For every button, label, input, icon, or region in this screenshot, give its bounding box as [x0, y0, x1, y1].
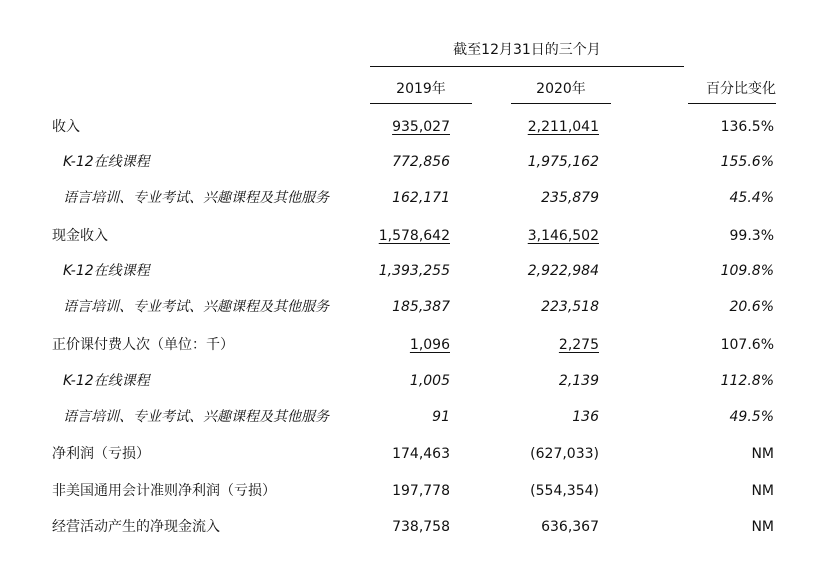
- value-2019-text: 935,027: [392, 119, 450, 135]
- value-2020-text: 3,146,502: [527, 228, 599, 244]
- column-rule-percent-change: [688, 103, 776, 104]
- column-rule-2019: [370, 103, 472, 104]
- value-2020: 2,922,984: [527, 263, 599, 279]
- value-2020: (554,354): [530, 483, 599, 499]
- value-percent-change: 99.3%: [729, 228, 774, 244]
- value-2019: 91: [432, 409, 450, 425]
- column-header-2019: 2019年: [396, 81, 446, 97]
- column-header-2020: 2020年: [536, 81, 586, 97]
- value-percent-change: 45.4%: [729, 190, 774, 206]
- row-label: 非美国通用会计准则净利润（亏损）: [52, 483, 276, 499]
- value-2020-text: 2,211,041: [527, 119, 599, 135]
- row-label: 语言培训、专业考试、兴趣课程及其他服务: [63, 409, 329, 425]
- column-rule-2020: [511, 103, 611, 104]
- row-label: K-12在线课程: [63, 263, 150, 279]
- value-2020: [470, 227, 599, 245]
- value-percent-change: 136.5%: [720, 119, 774, 135]
- value-2019-text: 1,578,642: [378, 228, 450, 244]
- value-2020: [470, 336, 599, 354]
- value-percent-change: NM: [751, 519, 774, 535]
- value-2020: 2,139: [558, 373, 599, 389]
- value-2019: [330, 118, 450, 136]
- value-2020: (627,033): [530, 446, 599, 462]
- value-2020: 136: [572, 409, 599, 425]
- row-label: K-12在线课程: [63, 373, 150, 389]
- value-2019: 738,758: [392, 519, 450, 535]
- value-2020: 636,367: [541, 519, 599, 535]
- row-label: 语言培训、专业考试、兴趣课程及其他服务: [63, 299, 329, 315]
- value-2020-text: 2,275: [558, 337, 599, 353]
- value-percent-change: 107.6%: [720, 337, 774, 353]
- value-percent-change: NM: [751, 446, 774, 462]
- value-2019-text: 1,096: [409, 337, 450, 353]
- row-label: 收入: [52, 119, 80, 135]
- value-2020: 223,518: [541, 299, 599, 315]
- period-header: 截至12月31日的三个月: [453, 42, 601, 58]
- row-label: 净利润（亏损）: [52, 446, 150, 462]
- row-label: 经营活动产生的净现金流入: [52, 519, 220, 535]
- row-label: 语言培训、专业考试、兴趣课程及其他服务: [63, 190, 329, 206]
- value-2019: 1,393,255: [378, 263, 450, 279]
- value-2019: 197,778: [392, 483, 450, 499]
- row-label: 现金收入: [52, 228, 108, 244]
- column-header-percent-change: 百分比变化: [706, 81, 776, 97]
- period-header-rule: [370, 66, 684, 67]
- value-2020: 1,975,162: [527, 154, 599, 170]
- value-2020: 235,879: [541, 190, 599, 206]
- value-2019: [330, 227, 450, 245]
- value-2019: 772,856: [392, 154, 450, 170]
- value-2020: [470, 118, 599, 136]
- value-2019: 162,171: [392, 190, 450, 206]
- value-2019: 185,387: [392, 299, 450, 315]
- value-2019: 174,463: [392, 446, 450, 462]
- value-2019: [330, 336, 450, 354]
- value-percent-change: NM: [751, 483, 774, 499]
- value-percent-change: 20.6%: [729, 299, 774, 315]
- value-percent-change: 155.6%: [720, 154, 774, 170]
- value-2019: 1,005: [409, 373, 450, 389]
- value-percent-change: 109.8%: [720, 263, 774, 279]
- row-label: 正价课付费人次（单位：千）: [52, 337, 234, 353]
- value-percent-change: 112.8%: [720, 373, 774, 389]
- value-percent-change: 49.5%: [729, 409, 774, 425]
- row-label: K-12在线课程: [63, 154, 150, 170]
